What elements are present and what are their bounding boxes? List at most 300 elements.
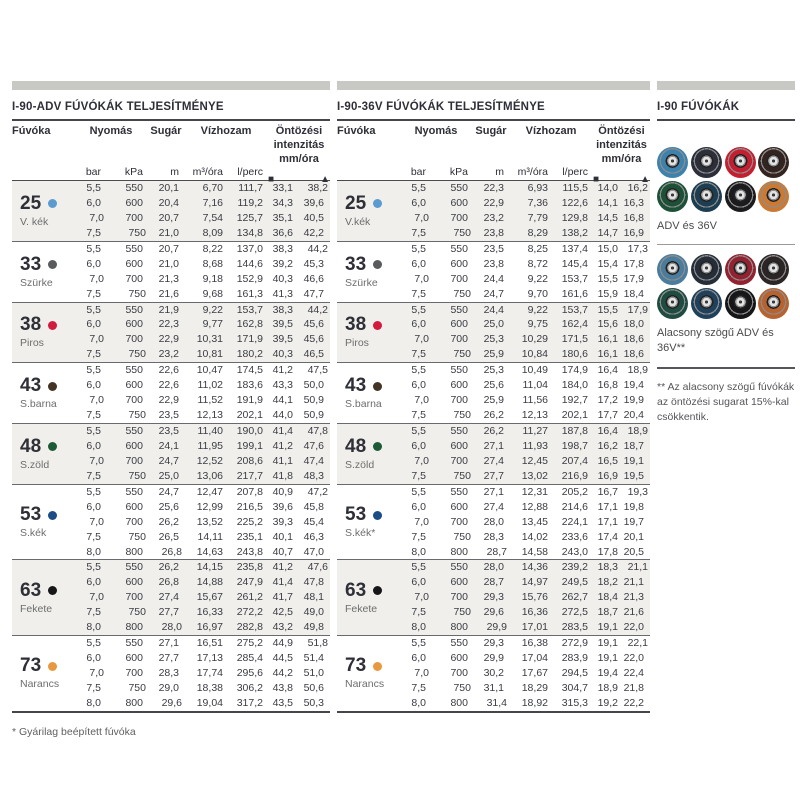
table-cell: 19,04 xyxy=(196,696,223,709)
color-dot-icon xyxy=(48,511,57,520)
table-cell: 26,5 xyxy=(158,530,179,543)
table-cell: 9,22 xyxy=(527,303,548,316)
unit-label-bar: bar xyxy=(85,166,101,178)
nozzle-group-38 xyxy=(337,302,650,363)
table-cell: 6,0 xyxy=(86,318,101,331)
table-cell: 14,02 xyxy=(521,530,548,543)
table-cell: 283,5 xyxy=(561,621,588,634)
nozzle-number-line xyxy=(345,505,399,525)
table-cell: 12,99 xyxy=(196,500,223,513)
table-cell: 15,9 xyxy=(597,287,618,300)
table-cell: 17,1 xyxy=(597,515,618,528)
table-cell: 38,3 xyxy=(272,242,293,255)
table-cell: 7,16 xyxy=(202,196,223,209)
table-cell: 750 xyxy=(453,530,471,543)
table-cell: 41,8 xyxy=(272,469,293,482)
nozzle-group-label xyxy=(12,242,74,302)
table-cell: 18,6 xyxy=(623,348,644,361)
table-cell: 18,38 xyxy=(196,681,223,694)
table-cell: 21,0 xyxy=(158,257,179,270)
table-cell: 44,2 xyxy=(307,242,328,255)
table-cell: 17,67 xyxy=(521,667,548,679)
nozzle-image xyxy=(691,254,722,285)
table-cell: 29,9 xyxy=(486,621,507,634)
table-cell: 180,6 xyxy=(561,348,588,361)
table-cell: 6,0 xyxy=(411,500,426,513)
table-cell: 129,8 xyxy=(561,211,588,224)
table-cell: 16,4 xyxy=(597,364,618,377)
table-cell: 25,6 xyxy=(483,379,504,392)
table-cell: 700 xyxy=(450,591,468,604)
table-cell: 12,13 xyxy=(196,409,223,422)
table-cell: 700 xyxy=(125,515,143,528)
table-cell: 22,9 xyxy=(483,196,504,209)
table-cell: 33,1 xyxy=(272,182,293,194)
table-cell: 7,0 xyxy=(89,454,104,467)
table-cell: 23,8 xyxy=(483,226,504,239)
table-cell: 5,5 xyxy=(86,303,101,316)
table-cell: 27,1 xyxy=(158,637,179,650)
table-cell: 5,5 xyxy=(86,182,101,194)
table-cell: 42,2 xyxy=(303,226,324,239)
table-cell: 28,7 xyxy=(483,576,504,589)
triangle-icon: ▲ xyxy=(320,174,330,186)
nozzle-group-label xyxy=(337,636,399,711)
table-cell: 550 xyxy=(125,425,143,437)
table-cell: 750 xyxy=(128,226,146,239)
table-cell: 21,0 xyxy=(158,226,179,239)
nozzle-name: Narancs xyxy=(345,678,385,691)
table-cell: 31,4 xyxy=(486,696,507,709)
table-cell: 7,5 xyxy=(86,469,101,482)
table-cell: 18,7 xyxy=(623,439,644,452)
table-cell: 40,3 xyxy=(272,272,293,285)
table-cell: 14,5 xyxy=(597,211,618,224)
table-cell: 750 xyxy=(453,681,471,694)
table-cell: 7,5 xyxy=(411,287,426,300)
table-cell: 700 xyxy=(125,394,143,407)
table-cell: 15,5 xyxy=(597,272,618,285)
table-cell: 750 xyxy=(453,469,471,482)
table-cell: 800 xyxy=(125,545,143,558)
table-cell: 22,2 xyxy=(623,696,644,709)
nozzle-image xyxy=(657,181,688,212)
triangle-icon: ▲ xyxy=(640,174,650,186)
table-cell: 16,97 xyxy=(196,621,223,634)
table-cell: 17,8 xyxy=(597,545,618,558)
table-title: I-90-ADV FÚVÓKÁK TELJESÍTMÉNYE xyxy=(12,94,330,121)
nozzle-group-label xyxy=(12,363,74,423)
table-cell: 18,9 xyxy=(627,364,648,377)
nozzle-number: 38 xyxy=(345,314,367,336)
table-cell: 6,0 xyxy=(411,652,426,665)
panel-top-strip xyxy=(12,81,330,90)
table-cell: 15,6 xyxy=(597,318,618,331)
table-column-headers xyxy=(337,121,650,186)
table-cell: 162,8 xyxy=(236,318,263,331)
nozzle-image xyxy=(657,254,688,285)
nozzle-image xyxy=(691,147,722,178)
nozzle-group-label xyxy=(12,560,74,635)
table-cell: 243,0 xyxy=(561,545,588,558)
table-cell: 7,5 xyxy=(411,530,426,543)
table-cell: 18,6 xyxy=(623,333,644,346)
column-header-nozzle: Fúvóka xyxy=(12,125,51,137)
table-cell: 42,5 xyxy=(272,606,293,619)
table-cell: 14,88 xyxy=(196,576,223,589)
table-cell: 41,4 xyxy=(272,425,293,437)
table-cell: 20,1 xyxy=(623,530,644,543)
nozzle-number: 48 xyxy=(20,435,42,457)
nozzle-image-group-adv xyxy=(657,147,790,212)
square-icon: ■ xyxy=(268,174,275,186)
table-cell: 25,3 xyxy=(483,364,504,377)
table-cell: 12,52 xyxy=(196,454,223,467)
table-cell: 17,7 xyxy=(597,409,618,422)
table-cell: 207,8 xyxy=(236,485,263,498)
nozzle-image xyxy=(758,288,789,319)
table-cell: 7,0 xyxy=(89,515,104,528)
nozzle-number: 73 xyxy=(345,655,367,677)
table-cell: 225,2 xyxy=(236,515,263,528)
divider xyxy=(657,244,795,245)
table-cell: 5,5 xyxy=(411,637,426,650)
table-cell: 29,6 xyxy=(483,606,504,619)
table-cell: 180,2 xyxy=(236,348,263,361)
table-cell: 41,4 xyxy=(272,576,293,589)
table-cell: 750 xyxy=(128,348,146,361)
table-cell: 16,1 xyxy=(597,333,618,346)
color-dot-icon xyxy=(373,442,382,451)
table-cell: 28,7 xyxy=(486,545,507,558)
table-cell: 28,0 xyxy=(483,515,504,528)
nozzle-group-63 xyxy=(337,559,650,635)
table-cell: 22,4 xyxy=(623,667,644,679)
table-cell: 40,9 xyxy=(272,485,293,498)
nozzle-number: 53 xyxy=(20,504,42,526)
table-cell: 23,5 xyxy=(158,409,179,422)
table-cell: 5,5 xyxy=(411,485,426,498)
table-cell: 7,0 xyxy=(414,272,429,285)
table-cell: 800 xyxy=(450,545,468,558)
table-cell: 600 xyxy=(450,257,468,270)
nozzle-image xyxy=(758,181,789,212)
nozzle-number: 63 xyxy=(345,579,367,601)
table-cell: 8,0 xyxy=(86,545,101,558)
nozzle-group-label xyxy=(337,303,399,363)
table-cell: 24,7 xyxy=(158,485,179,498)
table-cell: 7,5 xyxy=(411,226,426,239)
nozzle-group-63 xyxy=(12,559,330,635)
table-cell: 47,7 xyxy=(303,287,324,300)
column-header-intensity xyxy=(268,121,330,187)
table-cell: 19,1 xyxy=(597,637,618,650)
table-cell: 5,5 xyxy=(411,425,426,437)
color-dot-icon xyxy=(373,662,382,671)
table-cell: 45,4 xyxy=(303,515,324,528)
table-cell: 12,31 xyxy=(521,485,548,498)
table-cell: 20,1 xyxy=(158,182,179,194)
nozzle-number-line xyxy=(20,194,74,214)
table-cell: 6,0 xyxy=(86,576,101,589)
table-cell: 16,8 xyxy=(597,379,618,392)
table-cell: 23,2 xyxy=(158,348,179,361)
panel-top-strip xyxy=(337,81,650,90)
unit-label-kpa: kPa xyxy=(449,166,468,178)
color-dot-icon xyxy=(373,321,382,330)
nozzle-image xyxy=(657,288,688,319)
table-cell: 18,7 xyxy=(597,606,618,619)
color-dot-icon xyxy=(373,382,382,391)
table-cell: 24,7 xyxy=(483,287,504,300)
nozzle-number-line xyxy=(345,194,399,214)
nozzle-group-label xyxy=(337,242,399,302)
table-cell: 700 xyxy=(450,667,468,679)
table-cell: 272,9 xyxy=(561,637,588,650)
table-cell: 47,4 xyxy=(303,454,324,467)
table-cell: 7,0 xyxy=(414,667,429,679)
table-cell: 187,8 xyxy=(561,425,588,437)
table-cell: 6,70 xyxy=(202,182,223,194)
nozzle-group-label xyxy=(337,363,399,423)
nozzle-number-line xyxy=(345,376,399,396)
nozzle-name: S.kék xyxy=(20,527,47,540)
intensity-label-line: Öntözési xyxy=(598,125,645,137)
table-cell: 7,0 xyxy=(414,211,429,224)
table-cell: 249,5 xyxy=(561,576,588,589)
table-cell: 16,9 xyxy=(597,469,618,482)
table-cell: 202,1 xyxy=(561,409,588,422)
table-cell: 14,36 xyxy=(521,561,548,574)
performance-table-36v xyxy=(337,81,650,713)
table-cell: 26,8 xyxy=(161,545,182,558)
table-cell: 45,6 xyxy=(303,318,324,331)
table-cell: 9,75 xyxy=(527,318,548,331)
table-cell: 600 xyxy=(450,379,468,392)
table-cell: 700 xyxy=(125,667,143,679)
table-cell: 39,3 xyxy=(272,515,293,528)
table-cell: 600 xyxy=(125,439,143,452)
table-cell: 283,9 xyxy=(561,652,588,665)
table-cell: 18,4 xyxy=(623,287,644,300)
nozzle-group-73 xyxy=(12,635,330,711)
table-cell: 5,5 xyxy=(411,182,426,194)
table-cell: 21,6 xyxy=(158,287,179,300)
table-column-headers xyxy=(12,121,330,186)
table-cell: 45,3 xyxy=(303,257,324,270)
table-cell: 38,2 xyxy=(307,182,328,194)
table-cell: 22,1 xyxy=(627,637,648,650)
color-dot-icon xyxy=(48,662,57,671)
table-cell: 8,29 xyxy=(527,226,548,239)
nozzle-name: V.kék xyxy=(345,215,371,228)
color-dot-icon xyxy=(373,511,382,520)
table-cell: 47,8 xyxy=(303,576,324,589)
table-cell: 8,0 xyxy=(411,545,426,558)
nozzle-name: Szürke xyxy=(20,276,53,289)
color-dot-icon xyxy=(48,199,57,208)
table-cell: 46,6 xyxy=(303,272,324,285)
nozzle-number-line xyxy=(345,315,399,335)
nozzle-name: Fekete xyxy=(20,602,53,615)
nozzle-group-label xyxy=(12,181,74,241)
table-cell: 153,7 xyxy=(561,303,588,316)
table-cell: 7,54 xyxy=(202,211,223,224)
table-cell: 5,5 xyxy=(86,364,101,377)
table-cell: 247,9 xyxy=(236,576,263,589)
table-cell: 11,40 xyxy=(197,425,223,437)
table-cell: 27,1 xyxy=(483,485,504,498)
nozzle-group-48 xyxy=(12,423,330,484)
nozzle-image-group-low-angle xyxy=(657,254,790,319)
table-cell: 14,1 xyxy=(597,196,618,209)
table-cell: 600 xyxy=(125,257,143,270)
table-cell: 700 xyxy=(450,515,468,528)
table-cell: 306,2 xyxy=(236,681,263,694)
table-cell: 285,4 xyxy=(236,652,263,665)
table-cell: 26,2 xyxy=(483,425,504,437)
table-cell: 207,4 xyxy=(561,454,588,467)
nozzle-group-48 xyxy=(337,423,650,484)
table-cell: 20,7 xyxy=(158,211,179,224)
table-cell: 202,1 xyxy=(236,409,263,422)
nozzle-name: S.zöld xyxy=(20,458,50,471)
nozzle-group-33 xyxy=(12,241,330,302)
table-cell: 14,97 xyxy=(521,576,548,589)
table-cell: 183,6 xyxy=(236,379,263,392)
table-cell: 600 xyxy=(125,379,143,392)
column-header-pressure: Nyomás xyxy=(414,125,458,137)
table-cell: 7,0 xyxy=(414,515,429,528)
table-cell: 7,0 xyxy=(89,394,104,407)
table-cell: 7,79 xyxy=(527,211,548,224)
color-dot-icon xyxy=(48,586,57,595)
table-cell: 26,2 xyxy=(158,515,179,528)
table-cell: 14,0 xyxy=(597,182,618,194)
table-cell: 17,04 xyxy=(521,652,548,665)
table-cell: 214,6 xyxy=(561,500,588,513)
table-cell: 10,29 xyxy=(521,333,548,346)
intensity-label-line: intenzitás xyxy=(596,138,647,151)
table-cell: 235,8 xyxy=(236,561,263,574)
table-cell: 16,1 xyxy=(597,348,618,361)
table-cell: 47,6 xyxy=(303,439,324,452)
table-cell: 125,7 xyxy=(236,211,263,224)
table-cell: 7,5 xyxy=(86,681,101,694)
table-cell: 235,1 xyxy=(236,530,263,543)
table-cell: 20,4 xyxy=(623,409,644,422)
nozzle-name: V. kék xyxy=(20,215,49,228)
column-header-radius: Sugár xyxy=(475,125,507,137)
table-cell: 6,0 xyxy=(86,196,101,209)
table-cell: 48,3 xyxy=(303,469,324,482)
table-cell: 45,8 xyxy=(303,500,324,513)
table-cell: 25,9 xyxy=(483,348,504,361)
table-cell: 12,88 xyxy=(521,500,548,513)
table-cell: 17,8 xyxy=(623,257,644,270)
table-cell: 39,5 xyxy=(272,333,293,346)
table-cell: 21,3 xyxy=(158,272,179,285)
intensity-label-line: Öntözési xyxy=(275,125,323,137)
table-cell: 19,1 xyxy=(597,621,618,634)
table-cell: 30,2 xyxy=(483,667,504,679)
color-dot-icon xyxy=(373,586,382,595)
table-cell: 10,84 xyxy=(521,348,548,361)
nozzle-number-line xyxy=(345,255,399,275)
table-cell: 8,25 xyxy=(527,242,548,255)
table-cell: 700 xyxy=(450,333,468,346)
table-cell: 27,7 xyxy=(158,606,179,619)
table-cell: 550 xyxy=(450,364,468,377)
table-cell: 550 xyxy=(125,637,143,650)
nozzle-group-caption: Alacsony szögű ADV és 36V** xyxy=(657,327,774,354)
table-cell: 119,2 xyxy=(237,196,263,209)
table-cell: 8,09 xyxy=(202,226,223,239)
table-cell: 47,6 xyxy=(307,561,328,574)
table-cell: 13,02 xyxy=(521,469,548,482)
nozzle-group-53 xyxy=(12,484,330,560)
table-cell: 7,0 xyxy=(414,394,429,407)
column-header-radius: Sugár xyxy=(150,125,182,137)
table-cell: 700 xyxy=(125,272,143,285)
table-cell: 21,8 xyxy=(623,681,644,694)
table-cell: 5,5 xyxy=(86,242,101,255)
table-cell: 550 xyxy=(125,182,143,194)
table-cell: 13,52 xyxy=(196,515,223,528)
table-cell: 5,5 xyxy=(411,364,426,377)
column-header-flow: Vízhozam xyxy=(200,125,252,137)
table-cell: 21,1 xyxy=(627,561,648,574)
table-cell: 10,81 xyxy=(196,348,223,361)
table-cell: 18,29 xyxy=(521,681,548,694)
table-cell: 7,5 xyxy=(411,348,426,361)
table-cell: 294,5 xyxy=(561,667,588,679)
table-cell: 7,0 xyxy=(89,333,104,346)
nozzle-group-25 xyxy=(12,181,330,241)
table-cell: 600 xyxy=(125,576,143,589)
table-cell: 50,0 xyxy=(303,379,324,392)
table-cell: 21,3 xyxy=(623,591,644,604)
unit-label-kpa: kPa xyxy=(124,166,143,178)
table-cell: 39,5 xyxy=(272,318,293,331)
table-cell: 12,47 xyxy=(196,485,223,498)
nozzle-number: 43 xyxy=(20,375,42,397)
table-cell: 22,3 xyxy=(158,318,179,331)
table-cell: 6,0 xyxy=(86,652,101,665)
color-dot-icon xyxy=(373,260,382,269)
nozzle-number: 48 xyxy=(345,435,367,457)
table-cell: 7,5 xyxy=(86,287,101,300)
table-cell: 750 xyxy=(453,606,471,619)
table-cell: 25,3 xyxy=(483,333,504,346)
table-cell: 26,2 xyxy=(158,561,179,574)
color-dot-icon xyxy=(373,199,382,208)
nozzle-group-label xyxy=(337,424,399,484)
table-cell: 750 xyxy=(128,681,146,694)
table-cell: 216,9 xyxy=(561,469,588,482)
table-cell: 13,45 xyxy=(521,515,548,528)
table-cell: 21,6 xyxy=(623,606,644,619)
table-cell: 750 xyxy=(453,226,471,239)
table-cell: 9,18 xyxy=(202,272,223,285)
table-cell: 6,0 xyxy=(411,257,426,270)
table-cell: 14,11 xyxy=(197,530,223,543)
table-cell: 11,56 xyxy=(522,394,548,407)
table-cell: 184,0 xyxy=(561,379,588,392)
nozzle-group-label xyxy=(337,485,399,560)
table-cell: 44,2 xyxy=(272,667,293,679)
table-cell: 162,4 xyxy=(561,318,588,331)
